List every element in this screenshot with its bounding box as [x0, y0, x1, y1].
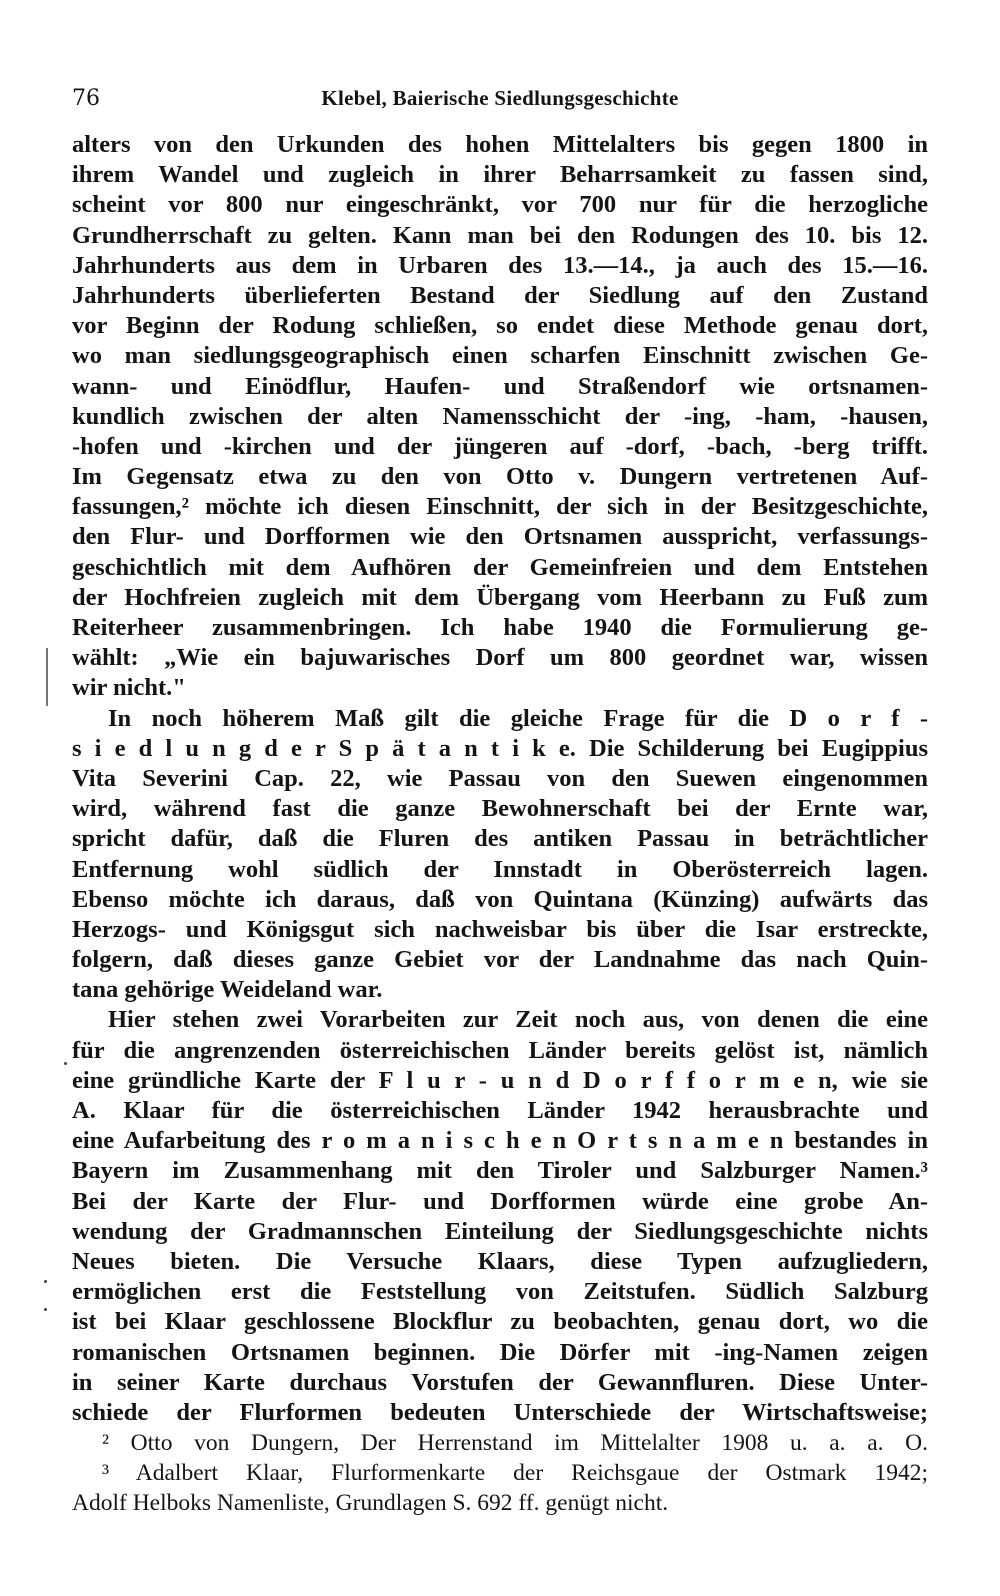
body-text — [72, 130, 928, 1428]
text-line: wendung der Gradmannschen Einteilung der Siedlungsgeschichte nichts — [72, 1217, 928, 1245]
text-line: -hofen und -kirchen und der jüngeren auf -dorf, -bach, -berg trifft. — [72, 432, 928, 460]
text-line: ermöglichen erst die Feststellung von Zeitstufen. Südlich Salzburg — [72, 1278, 928, 1306]
text-line: wo man siedlungsgeographisch einen scharfen Einschnitt zwischen Ge- — [72, 342, 928, 370]
text-line: spricht dafür, daß die Fluren des antiken Passau in beträchtlicher — [72, 825, 928, 853]
text-line: Neues bieten. Die Versuche Klaars, diese Typen aufzugliedern, — [72, 1247, 928, 1275]
text-line: schiede der Flurformen bedeuten Unterschiede der Wirtschaftsweise; — [72, 1398, 928, 1426]
text-line: Vita Severini Cap. 22, wie Passau von den Suewen eingenommen — [72, 764, 928, 792]
text-line: wir nicht." — [72, 674, 186, 702]
text-line: Entfernung wohl südlich der Innstadt in Oberösterreich lagen. — [72, 855, 928, 883]
margin-dot — [44, 1308, 47, 1311]
text-line: Bayern im Zusammenhang mit den Tiroler und Salzburger Namen.³ — [72, 1157, 928, 1185]
text-line: vor Beginn der Rodung schließen, so endet diese Methode genau dort, — [72, 312, 928, 340]
text-line: wählt: „Wie ein bajuwarisches Dorf um 800 geordnet war, wissen — [72, 644, 928, 672]
footnote-3-continuation: Adolf Helboks Namenliste, Grundlagen S. 692 ff. genügt nicht. — [72, 1490, 669, 1516]
text-line: In noch höherem Maß gilt die gleiche Frage für die D o r f - — [108, 704, 928, 732]
footnotes — [72, 1428, 928, 1518]
text-line: scheint vor 800 nur eingeschränkt, vor 700 nur für die herzogliche — [72, 191, 928, 219]
text-line: der Hochfreien zugleich mit dem Übergang vom Heerbann zu Fuß zum — [72, 583, 928, 611]
footnote-3: ³ Adalbert Klaar, Flurformenkarte der Reichsgaue der Ostmark 1942; — [102, 1460, 928, 1486]
text-line: wann- und Einödflur, Haufen- und Straßendorf wie ortsnamen- — [72, 372, 928, 400]
text-line: s i e d l u n g d e r S p ä t a n t i k e. Die Schilderung bei Eugippius — [72, 734, 928, 762]
text-line: Herzogs- und Königsgut sich nachweisbar bis über die Isar erstreckte, — [72, 915, 928, 943]
text-line: Reiterheer zusammenbringen. Ich habe 1940 die Formulierung ge- — [72, 614, 928, 641]
running-head — [72, 86, 928, 116]
text-line: für die angrenzenden österreichischen Länder bereits gelöst ist, nämlich — [72, 1036, 928, 1064]
text-line: in seiner Karte durchaus Vorstufen der Gewannfluren. Diese Unter- — [72, 1368, 928, 1396]
text-line: A. Klaar für die österreichischen Länder 1942 herausbrachte und — [72, 1097, 928, 1124]
text-line: Im Gegensatz etwa zu den von Otto v. Dungern vertretenen Auf- — [72, 463, 928, 491]
text-line: Jahrhunderts überlieferten Bestand der Siedlung auf den Zustand — [72, 281, 928, 309]
text-line: geschichtlich mit dem Aufhören der Gemeinfreien und dem Entstehen — [72, 553, 928, 581]
page-number: 76 — [72, 86, 100, 111]
text-line: Hier stehen zwei Vorarbeiten zur Zeit noch aus, von denen die eine — [108, 1006, 928, 1034]
running-title: Klebel, Baierische Siedlungsgeschichte — [321, 86, 679, 110]
text-line: Grundherrschaft zu gelten. Kann man bei den Rodungen des 10. bis 12. — [72, 221, 928, 249]
text-line: Ebenso möchte ich daraus, daß von Quintana (Künzing) aufwärts das — [72, 885, 928, 913]
text-line: Jahrhunderts aus dem in Urbaren des 13.—14., ja auch des 15.—16. — [72, 251, 928, 279]
margin-dot — [44, 1280, 47, 1283]
text-line: fassungen,² möchte ich diesen Einschnitt, der sich in der Besitzgeschichte, — [72, 493, 928, 521]
text-line: ist bei Klaar geschlossene Blockflur zu beobachten, genau dort, wo die — [72, 1308, 928, 1336]
margin-dot — [64, 1062, 67, 1065]
text-line: eine gründliche Karte der F l u r - u n d D o r f f o r m e n, wie sie — [72, 1066, 928, 1094]
text-line: den Flur- und Dorfformen wie den Ortsnamen ausspricht, verfassungs- — [72, 523, 928, 551]
text-line: tana gehörige Weideland war. — [72, 976, 383, 1004]
text-line: romanischen Ortsnamen beginnen. Die Dörfer mit -ing-Namen zeigen — [72, 1338, 928, 1366]
footnote-2: ² Otto von Dungern, Der Herrenstand im Mittelalter 1908 u. a. a. O. — [102, 1430, 928, 1456]
text-line: kundlich zwischen der alten Namensschicht der -ing, -ham, -hausen, — [72, 402, 928, 430]
text-line: wird, während fast die ganze Bewohnerschaft bei der Ernte war, — [72, 795, 928, 823]
text-line: folgern, daß dieses ganze Gebiet vor der Landnahme das nach Quin- — [72, 946, 928, 974]
text-line: Bei der Karte der Flur- und Dorfformen würde eine grobe An- — [72, 1187, 928, 1215]
text-line: eine Aufarbeitung des r o m a n i s c h e n O r t s n a m e n bestandes in — [72, 1127, 928, 1155]
text-line: ihrem Wandel und zugleich in ihrer Beharrsamkeit zu fassen sind, — [72, 161, 928, 189]
margin-pencil-mark — [46, 648, 48, 706]
text-line: alters von den Urkunden des hohen Mittelalters bis gegen 1800 in — [72, 131, 928, 158]
